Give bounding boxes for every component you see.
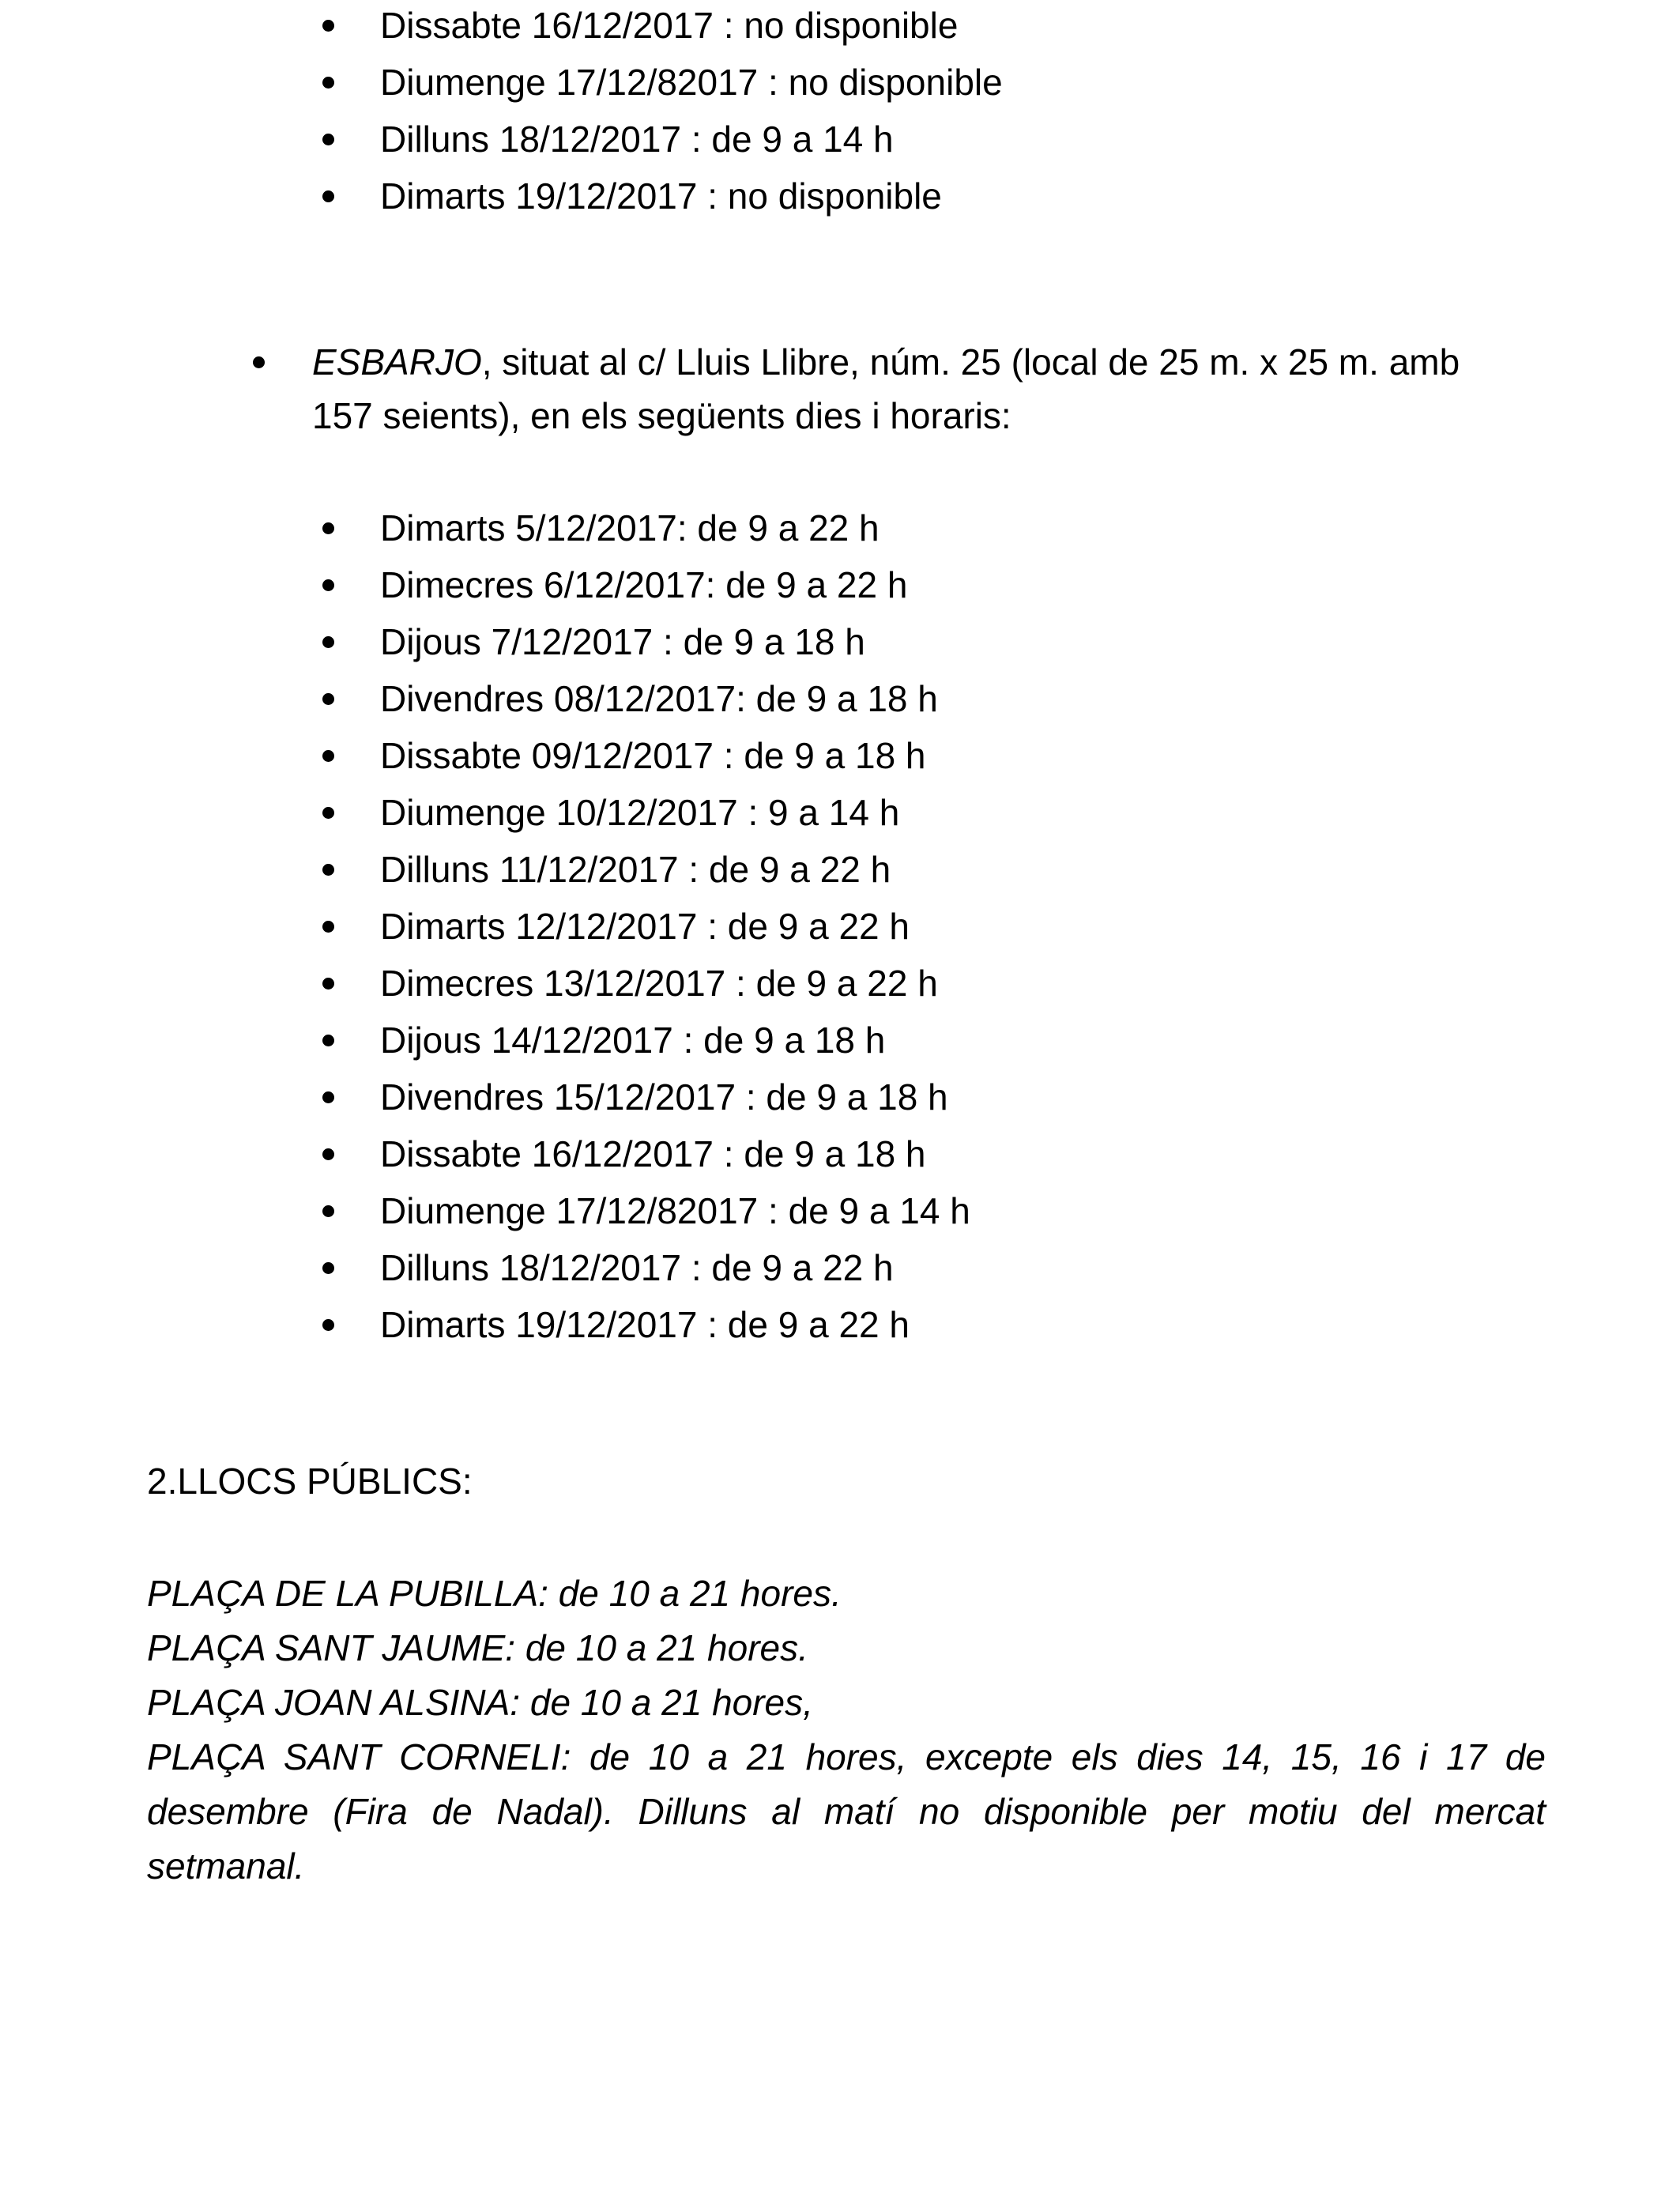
schedule-entry: Divendres 08/12/2017: de 9 a 18 h [380, 678, 938, 719]
bullet-icon [322, 134, 334, 145]
esbarjo-line-2: 157 seients), en els següents dies i horaris: [312, 395, 1011, 436]
bullet-icon [322, 807, 334, 819]
venue-name: ESBARJO [312, 341, 482, 383]
bullet-icon [322, 20, 334, 32]
bullet-icon [322, 77, 334, 89]
schedule-entry: Dimecres 13/12/2017 : de 9 a 22 h [380, 963, 938, 1004]
schedule-entry: Dimecres 6/12/2017: de 9 a 22 h [380, 564, 908, 605]
schedule-entry: Diumenge 17/12/82017 : de 9 a 14 h [380, 1190, 970, 1231]
schedule-entry: Dimarts 12/12/2017 : de 9 a 22 h [380, 906, 910, 947]
place-pubilla: PLAÇA DE LA PUBILLA: de 10 a 21 hores. [147, 1573, 842, 1614]
bullet-icon [322, 190, 334, 202]
esbarjo-description [312, 335, 1545, 443]
bullet-icon [253, 356, 265, 368]
schedule-entry: Dimarts 19/12/2017 : no disponible [380, 175, 942, 217]
bullet-icon [322, 1319, 334, 1331]
schedule-entry: Diumenge 17/12/82017 : no disponible [380, 62, 1003, 103]
section-heading: 2.LLOCS PÚBLICS: [147, 1461, 473, 1502]
bullet-icon [322, 522, 334, 534]
schedule-entry: Dilluns 18/12/2017 : de 9 a 22 h [380, 1247, 894, 1288]
schedule-entry: Dijous 14/12/2017 : de 9 a 18 h [380, 1020, 886, 1061]
schedule-entry: Dissabte 16/12/2017 : no disponible [380, 5, 959, 46]
bullet-icon [322, 1148, 334, 1160]
bullet-icon [322, 579, 334, 591]
schedule-entry: Dilluns 11/12/2017 : de 9 a 22 h [380, 849, 891, 890]
bullet-icon [322, 1262, 334, 1274]
schedule-entry: Diumenge 10/12/2017 : 9 a 14 h [380, 792, 900, 833]
bullet-icon [322, 636, 334, 648]
bullet-icon [322, 921, 334, 933]
venue-address: , situat al c/ Lluis Llibre, núm. 25 (local de 25 m. x 25 m. amb [481, 341, 1460, 383]
schedule-entry: Dimarts 19/12/2017 : de 9 a 22 h [380, 1304, 910, 1345]
schedule-entry: Dissabte 09/12/2017 : de 9 a 18 h [380, 735, 926, 776]
place-sant-corneli-line-3: setmanal. [147, 1845, 305, 1887]
schedule-entry: Dissabte 16/12/2017 : de 9 a 18 h [380, 1133, 926, 1174]
public-places-block [147, 1566, 1546, 1894]
bullet-icon [322, 864, 334, 876]
place-joan-alsina: PLAÇA JOAN ALSINA: de 10 a 21 hores, [147, 1682, 813, 1723]
schedule-entry: Dijous 7/12/2017 : de 9 a 18 h [380, 621, 865, 662]
place-sant-corneli-line-2: desembre (Fira de Nadal). Dilluns al matí no disponible per motiu del mercat [147, 1791, 1546, 1832]
place-sant-corneli-line-1: PLAÇA SANT CORNELI: de 10 a 21 hores, excepte els dies 14, 15, 16 i 17 de [147, 1736, 1546, 1777]
esbarjo-line-1 [312, 335, 1545, 389]
schedule-entry: Divendres 15/12/2017 : de 9 a 18 h [380, 1076, 948, 1118]
bullet-icon [322, 1205, 334, 1217]
bullet-icon [322, 1091, 334, 1103]
bullet-icon [322, 978, 334, 990]
bullet-icon [322, 750, 334, 762]
esbarjo-venue-item [0, 335, 1680, 449]
schedule-entry: Dimarts 5/12/2017: de 9 a 22 h [380, 507, 880, 548]
place-sant-jaume: PLAÇA SANT JAUME: de 10 a 21 hores. [147, 1627, 808, 1668]
bullet-icon [322, 1035, 334, 1046]
schedule-entry: Dilluns 18/12/2017 : de 9 a 14 h [380, 119, 894, 160]
bullet-icon [322, 693, 334, 705]
